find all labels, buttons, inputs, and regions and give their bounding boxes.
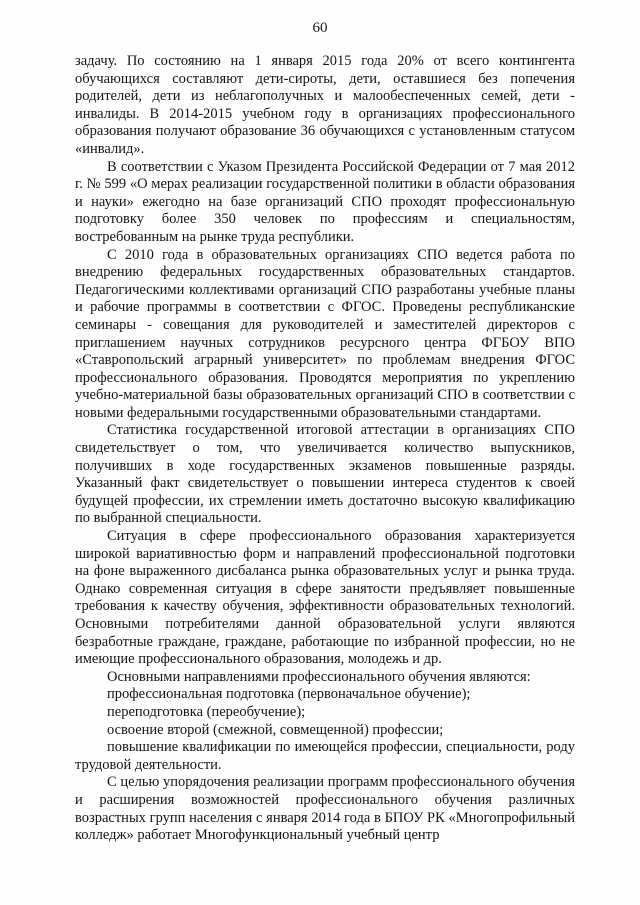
paragraph-decree: В соответствии с Указом Президента Российской Федерации от 7 мая 2012 г. № 599 «О мерах реализации государственной политики в области образования и науки» ежегодно на базе организаций СПО проходят профессиональную подготовку более 350 человек по профессиям и специальностям, востребованным на рынке труда республики.: [75, 158, 575, 245]
list-item: переподготовка (переобучение);: [107, 703, 306, 720]
list-item: профессиональная подготовка (первоначальное обучение);: [107, 686, 471, 703]
paragraph-attestation: Статистика государственной итоговой аттестации в организациях СПО свидетельствует о том, что увеличивается количество выпускников, получивших в ходе государственных экзаменов повышенные разряды. Указанный факт свидетельствует о повышении интереса студентов к своей будущей профессии, их стремлении иметь достаточно высокую квалификацию по выбранной специальности.: [75, 422, 575, 527]
paragraph-directions-intro: Основными направлениями профессионального обучения являются:: [107, 668, 531, 685]
list-item: освоение второй (смежной, совмещенной) профессии;: [107, 721, 444, 738]
list-item: повышение квалификации по имеющейся профессии, специальности, роду трудовой деятельности.: [75, 739, 575, 773]
document-body: [75, 53, 575, 845]
paragraph-continuation: задачу. По состоянию на 1 января 2015 года 20% от всего контингента обучающихся составляют дети-сироты, дети, оставшиеся без попечения родителей, дети из неблагополучных и малообеспеченных семей, дети - инвалиды. В 2014-2015 учебном году в организациях профессионального образования получают образование 36 обучающихся с установленным статусом «инвалид».: [75, 53, 575, 157]
page-number: 60: [312, 20, 328, 36]
paragraph-training-center: С целью упорядочения реализации программ профессионального обучения и расширения возможностей профессионального обучения различных возрастных групп населения с января 2014 года в БПОУ РК «Многопрофильный колледж» работает Многофункциональный учебный центр: [75, 774, 575, 844]
paragraph-fgos: С 2010 года в образовательных организациях СПО ведется работа по внедрению федеральных государственных образовательных стандартов. Педагогическими коллективами организаций СПО разработаны учебные планы и рабочие программы в соответствии с ФГОС. Проведены республиканские семинары - совещания для руководителей и заместителей директоров с приглашением научных сотрудников ресурсного центра ФГБОУ ВПО «Ставропольский аграрный университет» по проблемам внедрения ФГОС профессионального образования. Проводятся мероприятия по укреплению учебно-материальной базы образовательных организаций СПО в соответствии с новыми федеральными государственными образовательными стандартами.: [75, 246, 575, 421]
paragraph-situation: Ситуация в сфере профессионального образования характеризуется широкой вариативностью форм и направлений профессиональной подготовки на фоне выраженного дисбаланса рынка образовательных услуг и рынка труда. Однако современная ситуация в сфере занятости предъявляет повышенные требования к качеству обучения, эффективности образовательных технологий. Основными потребителями данной образовательной услуги являются безработные граждане, граждане, работающие по избранной профессии, но не имеющие профессионального образования, молодежь и др.: [75, 528, 575, 668]
